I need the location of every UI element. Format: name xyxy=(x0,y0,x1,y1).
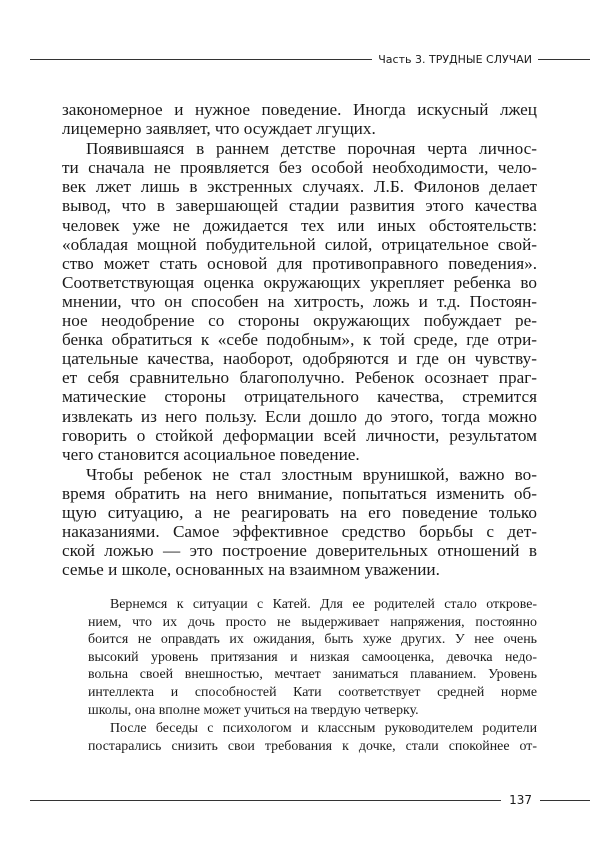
page-footer xyxy=(30,792,590,808)
text-line: время обратить на него внимание, попытаться изменить об- xyxy=(62,483,537,503)
text-line: высокий уровень притязания и низкая самооценка, девочка недо- xyxy=(88,649,537,665)
page-number: 137 xyxy=(509,793,532,807)
text-line: нием, что их дочь просто не выдерживает напряжения, постоянно xyxy=(88,614,537,630)
running-title: Часть 3. ТРУДНЫЕ СЛУЧАИ xyxy=(378,52,532,66)
text-line: вывод, что в завершающей стадии развития этого качества xyxy=(62,196,537,216)
footer-rule xyxy=(540,800,590,801)
text-line: ти сначала не проявляется без особой необходимости, чело- xyxy=(62,158,537,178)
text-line: Вернемся к ситуации с Катей. Для ее родителей стало открове- xyxy=(110,597,537,612)
text-line: извлекать из него пользу. Если дошло до этого, тогда можно xyxy=(62,406,537,426)
text-line: человек уже не дожидается тех или иных обстоятельств: xyxy=(62,215,537,235)
text-line: ное неодобрение со стороны окружающих побуждает ре- xyxy=(62,311,537,331)
paragraph xyxy=(88,596,537,719)
paragraph xyxy=(62,139,537,464)
running-header xyxy=(30,51,590,67)
text-line: мнении, что он способен на хитрость, ложь и т.д. Постоян- xyxy=(62,291,537,311)
text-line: вольна своей внешностью, мечтает заниматься плаванием. Уровень xyxy=(88,667,537,683)
text-line: Появившаяся в раннем детстве порочная черта личнос- xyxy=(86,139,537,159)
text-line: щую ситуацию, а не реагировать на его поведение только xyxy=(62,502,537,522)
text-line: постарались снизить свои требования к дочке, стали спокойнее от- xyxy=(88,738,537,754)
case-study-text xyxy=(88,596,537,755)
text-line: После беседы с психологом и классным руководителем родители xyxy=(110,721,537,737)
paragraph xyxy=(62,465,537,580)
text-line: чего становится асоциальное поведение. xyxy=(62,444,360,464)
text-line: ство может стать основой для противоправного поведения». xyxy=(62,253,537,273)
text-line: интеллекта и способностей Кати соответствует средней норме xyxy=(88,684,537,700)
header-rule xyxy=(30,59,372,60)
text-line: наказаниями. Самое эффективное средство борьбы с дет- xyxy=(62,522,537,542)
main-text xyxy=(62,100,537,579)
text-line: закономерное и нужное поведение. Иногда искусный лжец xyxy=(62,100,537,119)
text-line: ской ложью — это построение доверительных отношений в xyxy=(62,541,537,561)
text-line: говорить о стойкой деформации всей личности, результатом xyxy=(62,425,537,445)
text-line: цательные качества, наоборот, одобряются и где он чувству- xyxy=(62,349,537,369)
text-line: Чтобы ребенок не стал злостным врунишкой, важно во- xyxy=(86,464,537,484)
text-line: век лжет лишь в экстренных случаях. Л.Б. Филонов делает xyxy=(62,177,537,197)
text-line: ет себя сравнительно благополучно. Ребенок осознает праг- xyxy=(62,368,537,388)
text-line: семье и школе, основанных на взаимном уважении. xyxy=(62,560,440,580)
footer-rule xyxy=(30,800,501,801)
text-line: боится не оправдать их ожидания, быть хуже других. У нее очень xyxy=(88,632,537,648)
text-line: «обладая мощной побудительной силой, отрицательное свой- xyxy=(62,234,537,254)
text-line: бенка обратиться к «себе подобным», к той среде, где отри- xyxy=(62,330,537,350)
paragraph xyxy=(88,720,537,755)
header-rule xyxy=(538,59,590,60)
paragraph xyxy=(62,100,537,138)
text-line: школы, она вполне может учиться на твердую четверку. xyxy=(88,702,419,718)
text-line: матические стороны отрицательного качества, стремится xyxy=(62,387,537,407)
text-line: Соответствующая оценка окружающих укрепляет ребенка во xyxy=(62,272,537,292)
text-line: лицемерно заявляет, что осуждает лгущих. xyxy=(62,119,376,139)
